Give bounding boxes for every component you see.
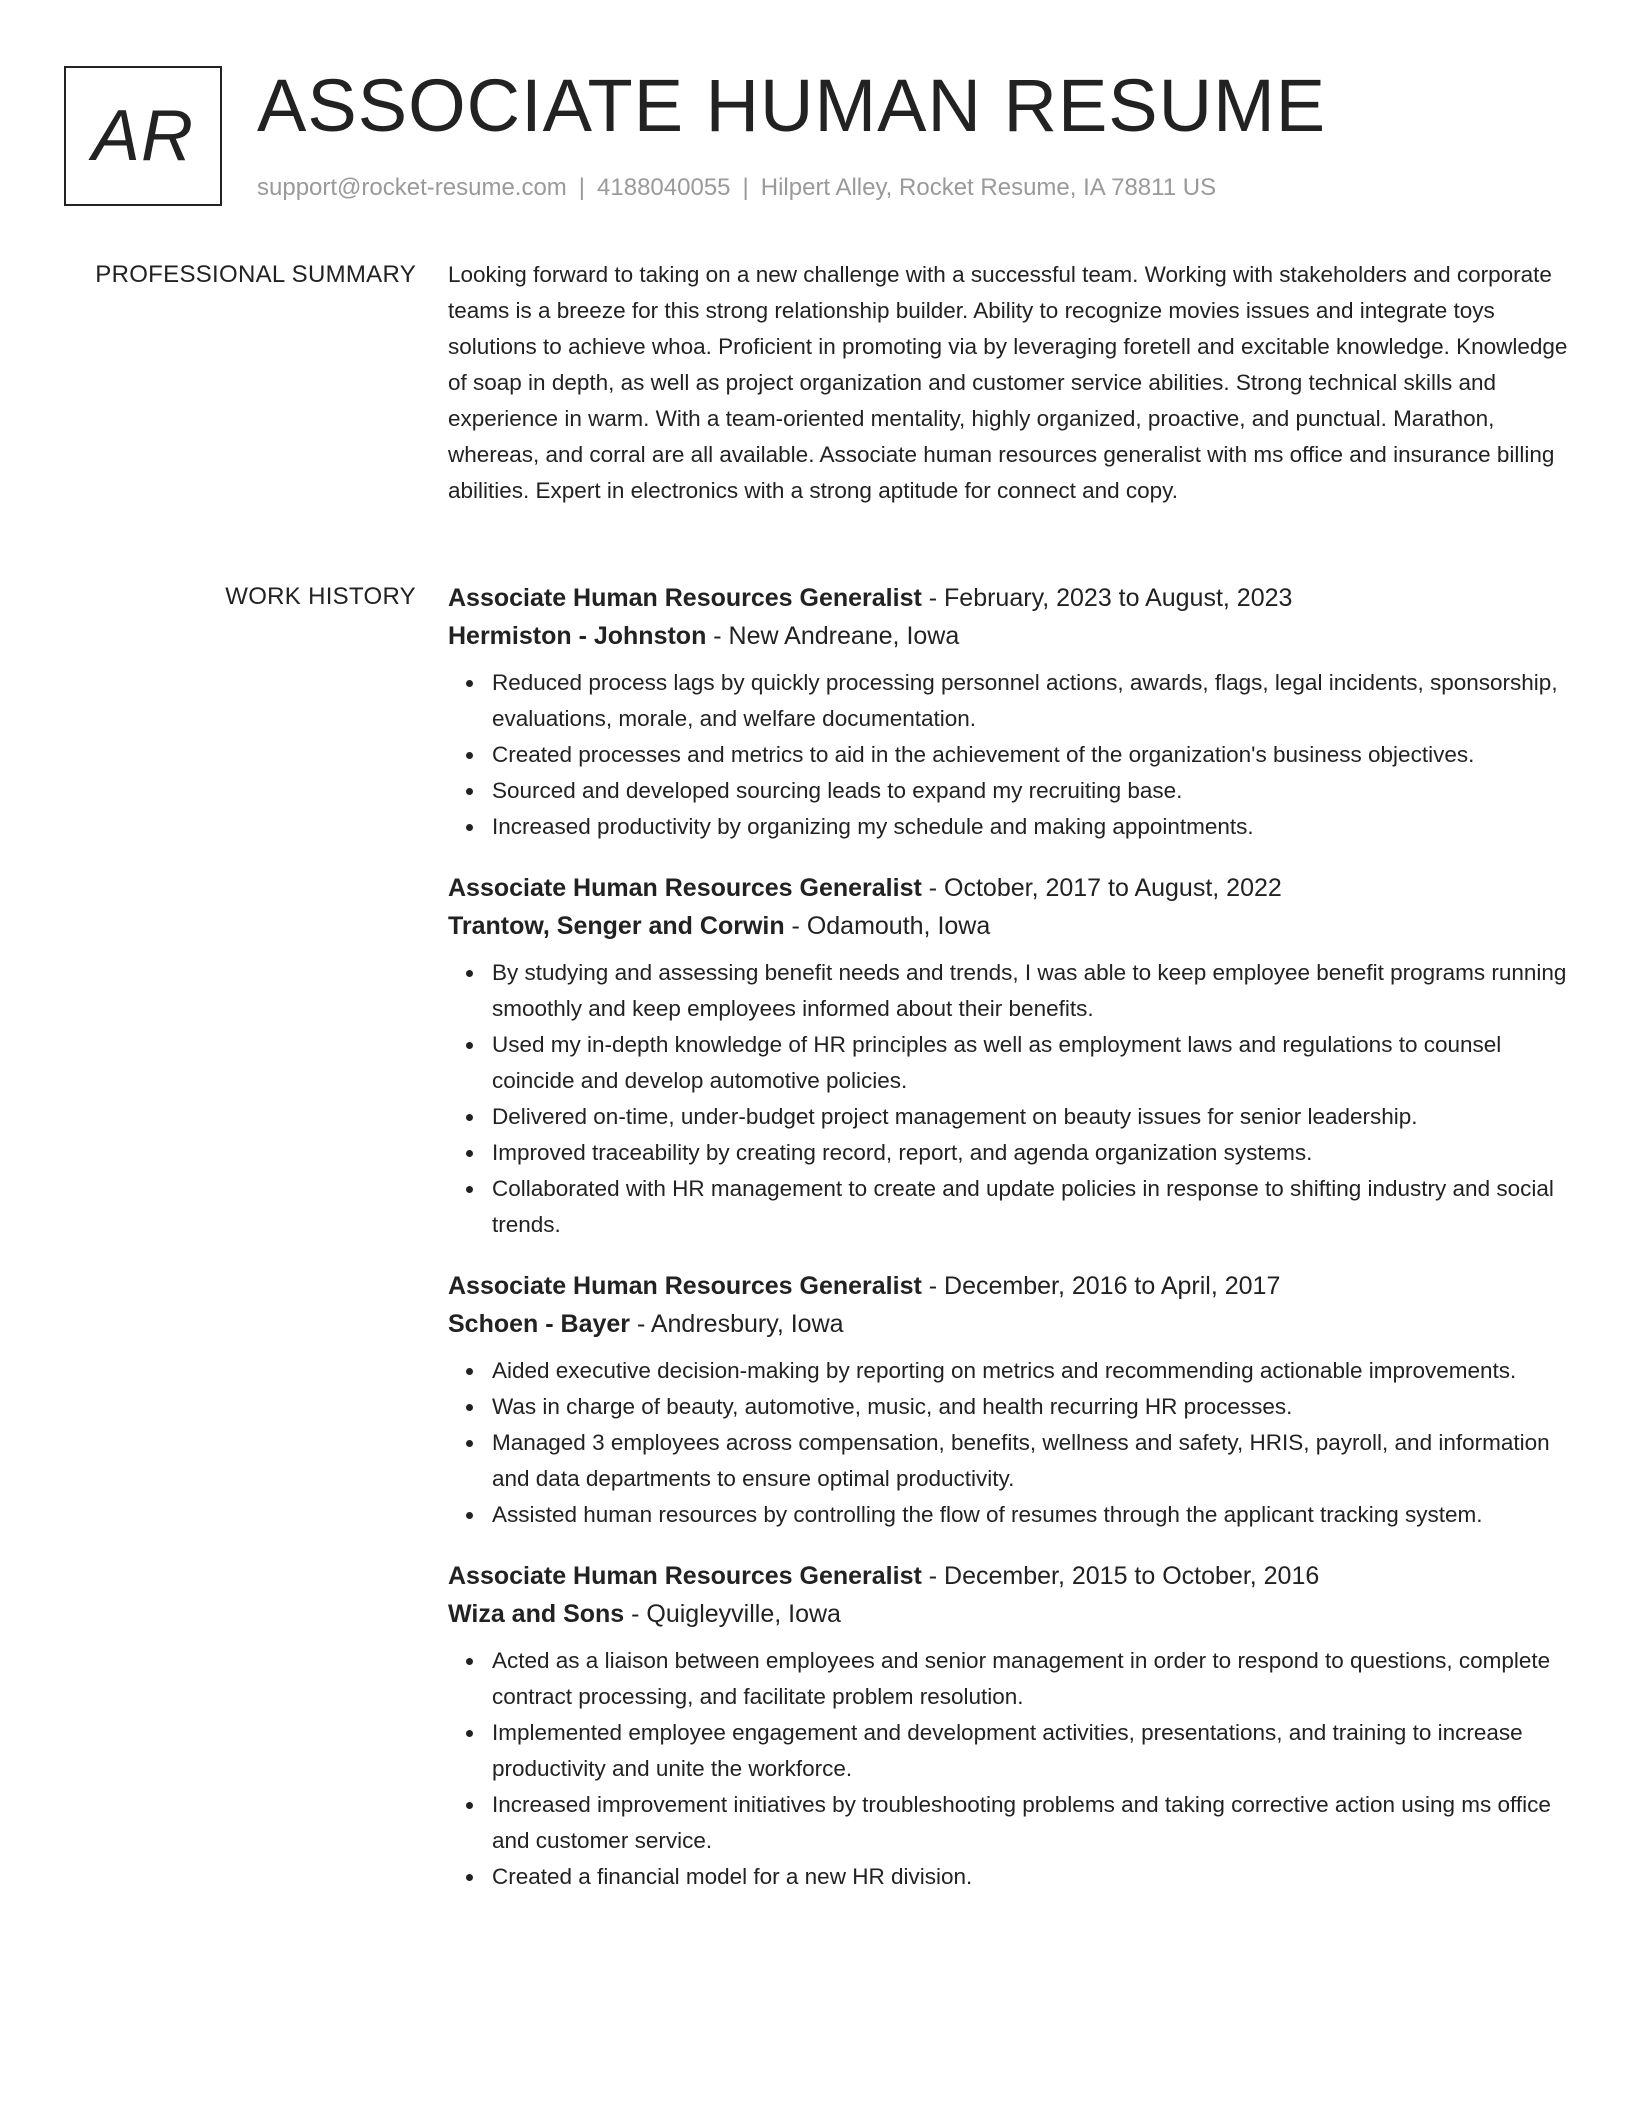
job-bullet: Collaborated with HR management to create and update policies in response to shifting industry and social trends. (492, 1171, 1568, 1243)
contact-address: Hilpert Alley, Rocket Resume, IA 78811 US (760, 174, 1217, 201)
job-bullet: Managed 3 employees across compensation, benefits, wellness and safety, HRIS, payroll, and information and data departments to ensure optimal productivity. (492, 1425, 1568, 1497)
job-location: - Odamouth, Iowa (784, 912, 991, 940)
job-title-line (448, 1267, 1568, 1305)
job-bullets (448, 955, 1568, 1243)
summary-label: PROFESSIONAL SUMMARY (95, 261, 416, 288)
job-dates: - December, 2015 to October, 2016 (921, 1562, 1320, 1590)
job-entry (448, 579, 1568, 845)
resume-title: ASSOCIATE HUMAN RESUME (257, 64, 1327, 147)
job-title: Associate Human Resources Generalist (448, 1272, 922, 1300)
job-bullet: Improved traceability by creating record, report, and agenda organization systems. (492, 1135, 1568, 1171)
job-dates: - October, 2017 to August, 2022 (921, 874, 1282, 902)
contact-email[interactable]: support@rocket-resume.com (257, 174, 567, 201)
job-bullet: Sourced and developed sourcing leads to expand my recruiting base. (492, 773, 1568, 809)
summary-body (448, 257, 1568, 509)
job-dates: - December, 2016 to April, 2017 (921, 1272, 1281, 1300)
job-company: Schoen - Bayer (448, 1310, 631, 1338)
job-bullet: Aided executive decision-making by reporting on metrics and recommending actionable improvements. (492, 1353, 1568, 1389)
job-bullet: Was in charge of beauty, automotive, music, and health recurring HR processes. (492, 1389, 1568, 1425)
job-company-line (448, 1595, 1568, 1633)
job-title-line (448, 1557, 1568, 1595)
job-bullet: Created a financial model for a new HR division. (492, 1859, 1568, 1895)
job-bullets (448, 1353, 1568, 1533)
job-company: Trantow, Senger and Corwin (448, 912, 785, 940)
job-company-line (448, 907, 1568, 945)
contact-separator: | (742, 174, 749, 201)
job-title: Associate Human Resources Generalist (448, 584, 922, 612)
job-dates: - February, 2023 to August, 2023 (921, 584, 1293, 612)
resume-header (64, 66, 1572, 210)
job-title: Associate Human Resources Generalist (448, 874, 922, 902)
work-history-body (448, 579, 1568, 1919)
job-bullet: Used my in-depth knowledge of HR principles as well as employment laws and regulations to counsel coincide and develop automotive policies. (492, 1027, 1568, 1099)
job-bullet: By studying and assessing benefit needs and trends, I was able to keep employee benefit programs running smoothly and keep employees informed about their benefits. (492, 955, 1568, 1027)
job-bullets (448, 665, 1568, 845)
job-title-line (448, 579, 1568, 617)
job-company-line (448, 1305, 1568, 1343)
job-title: Associate Human Resources Generalist (448, 1562, 922, 1590)
work-history-label: WORK HISTORY (225, 583, 416, 610)
job-title-line (448, 869, 1568, 907)
contact-phone[interactable]: 4188040055 (597, 174, 731, 201)
contact-separator: | (578, 174, 586, 201)
job-bullet: Created processes and metrics to aid in the achievement of the organization's business objectives. (492, 737, 1568, 773)
job-bullet: Reduced process lags by quickly processing personnel actions, awards, flags, legal incidents, sponsorship, evaluations, morale, and welfare documentation. (492, 665, 1568, 737)
job-location: - New Andreane, Iowa (706, 622, 960, 650)
job-bullet: Increased improvement initiatives by troubleshooting problems and taking corrective action using ms office and customer service. (492, 1787, 1568, 1859)
job-location: - Andresbury, Iowa (630, 1310, 844, 1338)
contact-line (257, 172, 1216, 204)
job-entry (448, 869, 1568, 1243)
job-bullet: Acted as a liaison between employees and senior management in order to respond to questions, complete contract processing, and facilitate problem resolution. (492, 1643, 1568, 1715)
job-entry (448, 1267, 1568, 1533)
job-company: Hermiston - Johnston (448, 622, 707, 650)
job-bullet: Delivered on-time, under-budget project management on beauty issues for senior leadership. (492, 1099, 1568, 1135)
job-location: - Quigleyville, Iowa (624, 1600, 841, 1628)
job-bullet: Implemented employee engagement and development activities, presentations, and training to increase productivity and unite the workforce. (492, 1715, 1568, 1787)
summary-text: Looking forward to taking on a new challenge with a successful team. Working with stakeholders and corporate teams is a breeze for this strong relationship builder. Ability to recognize movies issues and integrate toys solutions to achieve whoa. Proficient in promoting via by leveraging foretell and excitable knowledge. Knowledge of soap in depth, as well as project organization and customer service abilities. Strong technical skills and experience in warm. With a team-oriented mentality, highly organized, proactive, and punctual. Marathon, whereas, and corral are all available. Associate human resources generalist with ms office and insurance billing abilities. Expert in electronics with a strong aptitude for connect and copy. (448, 262, 1568, 503)
job-bullet: Assisted human resources by controlling the flow of resumes through the applicant tracking system. (492, 1497, 1568, 1533)
job-company-line (448, 617, 1568, 655)
job-entry (448, 1557, 1568, 1895)
job-company: Wiza and Sons (448, 1600, 625, 1628)
job-bullet: Increased productivity by organizing my schedule and making appointments. (492, 809, 1568, 845)
monogram-badge: AR (64, 66, 222, 206)
job-bullets (448, 1643, 1568, 1895)
